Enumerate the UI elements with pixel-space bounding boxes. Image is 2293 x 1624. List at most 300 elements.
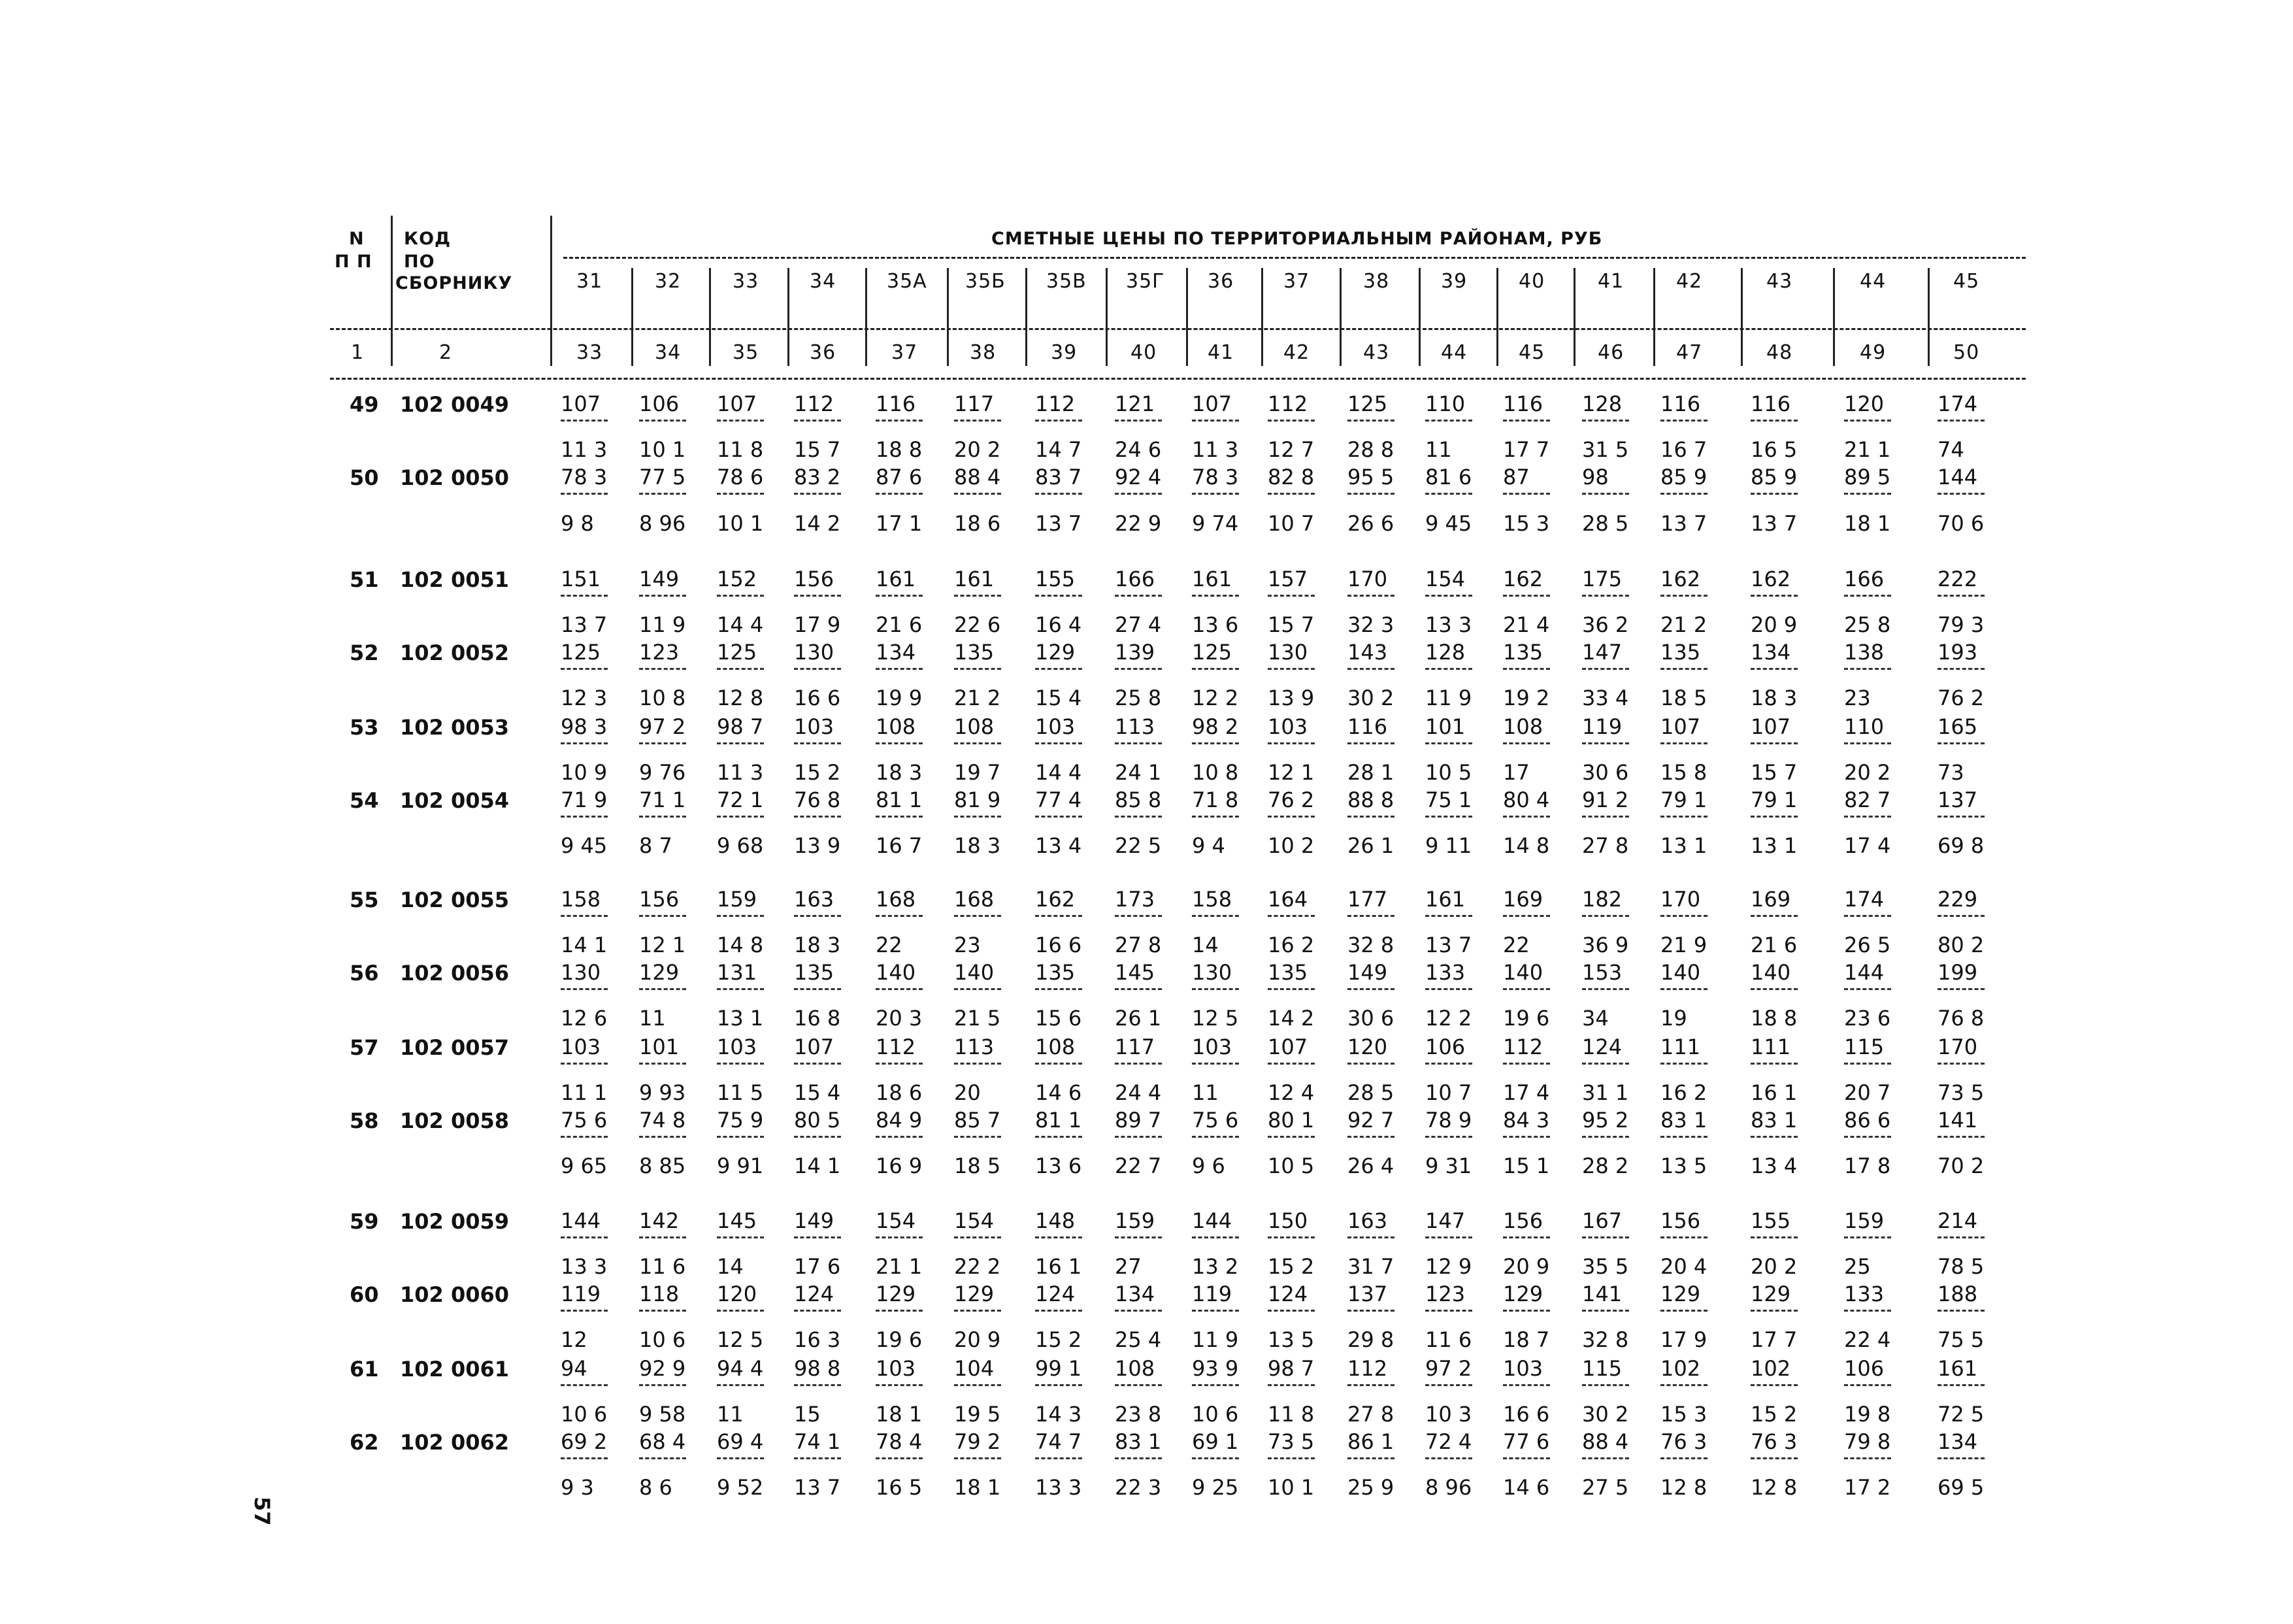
sub-price-cell: 18 3	[794, 933, 841, 957]
sub-price-cell: 13 3	[561, 1254, 608, 1279]
value-separator	[639, 1236, 686, 1238]
value-separator	[1660, 1136, 1707, 1138]
sub-price-cell: 20 3	[876, 1006, 923, 1031]
price-cell: 72 4	[1425, 1429, 1472, 1454]
sub-price-cell: 31 5	[1582, 437, 1629, 462]
sub-price-cell: 25 8	[1844, 612, 1891, 637]
sub-price-cell: 11 6	[1425, 1327, 1472, 1352]
sub-price-cell: 13 7	[561, 612, 608, 637]
sub-price-cell: 15 2	[794, 760, 841, 785]
sub-price-cell: 14	[717, 1254, 744, 1279]
district-label: 33	[733, 270, 759, 293]
price-cell: 88 4	[954, 465, 1001, 489]
value-separator	[876, 1384, 923, 1386]
price-cell: 162	[1503, 567, 1543, 591]
value-separator	[1347, 1457, 1394, 1459]
value-separator	[1115, 668, 1162, 670]
price-cell: 177	[1347, 887, 1388, 912]
sub-price-cell: 22	[876, 933, 902, 957]
value-separator	[639, 1136, 686, 1138]
price-cell: 104	[954, 1356, 995, 1381]
sub-price-cell: 12 2	[1192, 686, 1239, 710]
price-cell: 116	[1660, 391, 1701, 416]
row-code: 102 0049	[400, 392, 509, 417]
price-cell: 81 6	[1425, 465, 1472, 489]
district-label: 44	[1860, 270, 1887, 293]
price-cell: 222	[1938, 567, 1978, 591]
sub-price-cell: 20	[954, 1080, 981, 1105]
price-cell: 135	[1268, 960, 1308, 985]
value-separator	[1503, 493, 1550, 495]
sub-price-cell: 8 6	[639, 1475, 672, 1500]
price-cell: 140	[1660, 960, 1701, 985]
price-cell: 92 7	[1347, 1108, 1394, 1133]
sub-price-cell: 18 1	[876, 1402, 923, 1427]
value-separator	[1347, 595, 1394, 597]
value-separator	[1751, 1063, 1798, 1065]
column-number: 45	[1519, 341, 1545, 364]
price-cell: 154	[954, 1208, 995, 1233]
price-cell: 71 9	[561, 787, 608, 812]
sub-price-cell: 28 2	[1582, 1153, 1629, 1178]
sub-price-cell: 12	[561, 1327, 587, 1352]
district-label: 35Б	[965, 270, 1006, 293]
price-cell: 74 8	[639, 1108, 686, 1133]
price-cell: 83 7	[1035, 465, 1082, 489]
value-separator	[1938, 420, 1985, 422]
col-divider	[947, 268, 949, 366]
value-separator	[1425, 742, 1472, 744]
value-separator	[1582, 668, 1629, 670]
value-separator	[1751, 742, 1798, 744]
price-cell: 103	[561, 1035, 601, 1059]
sub-price-cell: 28 8	[1347, 437, 1394, 462]
value-separator	[561, 1136, 608, 1138]
value-separator	[1035, 1236, 1082, 1238]
value-separator	[876, 1457, 923, 1459]
col-divider	[1833, 268, 1835, 366]
price-cell: 129	[639, 960, 680, 985]
price-cell: 78 4	[876, 1429, 923, 1454]
value-separator	[1660, 1384, 1707, 1386]
sub-price-cell: 11 5	[717, 1080, 764, 1105]
price-cell: 123	[639, 640, 680, 665]
value-separator	[1503, 420, 1550, 422]
district-label: 41	[1598, 270, 1625, 293]
price-cell: 69 4	[717, 1429, 764, 1454]
price-cell: 149	[794, 1208, 834, 1233]
value-separator	[1751, 1136, 1798, 1138]
sub-price-cell: 9 45	[1425, 511, 1472, 536]
price-cell: 168	[876, 887, 916, 912]
row-number: 57	[350, 1035, 379, 1060]
value-separator	[1192, 1457, 1239, 1459]
sub-price-cell: 16 1	[1035, 1254, 1082, 1279]
np-header-line2: П П	[335, 252, 372, 272]
sub-price-cell: 16 3	[794, 1327, 841, 1352]
price-cell: 78 9	[1425, 1108, 1472, 1133]
sub-price-cell: 12 8	[1660, 1475, 1707, 1500]
value-separator	[1503, 595, 1550, 597]
sub-price-cell: 10 9	[561, 760, 608, 785]
sub-price-cell: 36 9	[1582, 933, 1629, 957]
sub-price-cell: 9 11	[1425, 833, 1472, 858]
value-separator	[639, 988, 686, 990]
price-cell: 103	[1035, 714, 1076, 739]
price-cell: 145	[1115, 960, 1155, 985]
price-cell: 159	[717, 887, 757, 912]
value-separator	[1268, 915, 1315, 917]
row-code: 102 0058	[400, 1108, 509, 1133]
price-cell: 161	[1938, 1356, 1978, 1381]
value-separator	[639, 668, 686, 670]
price-cell: 82 7	[1844, 787, 1891, 812]
row-number: 61	[350, 1357, 379, 1382]
page-number: 57	[250, 1497, 274, 1526]
price-cell: 125	[717, 640, 757, 665]
price-cell: 182	[1582, 887, 1623, 912]
sub-price-cell: 15 7	[1751, 760, 1798, 785]
sub-price-cell: 16 4	[1035, 612, 1082, 637]
col-divider	[865, 268, 867, 366]
sub-price-cell: 76 2	[1938, 686, 1985, 710]
price-cell: 79 8	[1844, 1429, 1891, 1454]
price-cell: 75 6	[561, 1108, 608, 1133]
sub-price-cell: 27 8	[1347, 1402, 1394, 1427]
price-cell: 149	[1347, 960, 1388, 985]
sub-price-cell: 13 7	[1425, 933, 1472, 957]
row-code: 102 0055	[400, 887, 509, 912]
price-cell: 71 8	[1192, 787, 1239, 812]
sub-price-cell: 9 4	[1192, 833, 1225, 858]
sub-price-cell: 11	[639, 1006, 666, 1031]
price-cell: 103	[1268, 714, 1308, 739]
sub-price-cell: 13 9	[794, 833, 841, 858]
sub-price-cell: 23 8	[1115, 1402, 1162, 1427]
price-cell: 141	[1582, 1282, 1623, 1306]
price-cell: 112	[1347, 1356, 1388, 1381]
value-separator	[1503, 988, 1550, 990]
sub-price-cell: 11 9	[1192, 1327, 1239, 1352]
district-label: 32	[655, 270, 682, 293]
price-cell: 111	[1751, 1035, 1791, 1059]
price-cell: 162	[1751, 567, 1791, 591]
value-separator	[1660, 668, 1707, 670]
price-cell: 103	[717, 1035, 757, 1059]
header-divider	[330, 378, 2026, 380]
price-cell: 97 2	[1425, 1356, 1472, 1381]
district-label: 45	[1953, 270, 1980, 293]
price-cell: 98	[1582, 465, 1609, 489]
price-cell: 99 1	[1035, 1356, 1082, 1381]
col-divider	[1340, 268, 1342, 366]
price-cell: 144	[1844, 960, 1885, 985]
sub-price-cell: 10 6	[1192, 1402, 1239, 1427]
price-cell: 129	[1660, 1282, 1701, 1306]
value-separator	[1192, 1136, 1239, 1138]
sub-price-cell: 24 6	[1115, 437, 1162, 462]
price-cell: 110	[1425, 391, 1466, 416]
row-code: 102 0053	[400, 715, 509, 740]
value-separator	[876, 1236, 923, 1238]
price-cell: 147	[1582, 640, 1623, 665]
sub-price-cell: 22 5	[1115, 833, 1162, 858]
price-cell: 116	[876, 391, 916, 416]
value-separator	[1115, 1384, 1162, 1386]
price-cell: 161	[954, 567, 995, 591]
price-cell: 80 1	[1268, 1108, 1315, 1133]
sub-price-cell: 13 7	[1035, 511, 1082, 536]
sub-price-cell: 21 2	[954, 686, 1001, 710]
value-separator	[561, 1384, 608, 1386]
price-cell: 77 4	[1035, 787, 1082, 812]
price-cell: 76 3	[1660, 1429, 1707, 1454]
sub-price-cell: 35 5	[1582, 1254, 1629, 1279]
price-cell: 166	[1844, 567, 1885, 591]
sub-price-cell: 8 7	[639, 833, 672, 858]
price-cell: 121	[1115, 391, 1155, 416]
sub-price-cell: 13 6	[1035, 1153, 1082, 1178]
price-cell: 164	[1268, 887, 1308, 912]
price-cell: 163	[1347, 1208, 1388, 1233]
value-separator	[954, 816, 1001, 818]
sub-price-cell: 16 2	[1268, 933, 1315, 957]
sub-price-cell: 16 6	[1035, 933, 1082, 957]
value-separator	[1503, 1384, 1550, 1386]
sub-price-cell: 11 9	[639, 612, 686, 637]
price-cell: 154	[876, 1208, 916, 1233]
price-cell: 169	[1503, 887, 1543, 912]
price-cell: 82 8	[1268, 465, 1315, 489]
value-separator	[954, 595, 1001, 597]
price-cell: 140	[1503, 960, 1543, 985]
value-separator	[876, 988, 923, 990]
sub-price-cell: 18 1	[954, 1475, 1001, 1500]
price-cell: 117	[954, 391, 995, 416]
column-number: 33	[576, 341, 603, 364]
value-separator	[1035, 595, 1082, 597]
value-separator	[1035, 1136, 1082, 1138]
sub-price-cell: 10 1	[639, 437, 686, 462]
price-cell: 137	[1938, 787, 1978, 812]
sub-price-cell: 76 8	[1938, 1006, 1985, 1031]
price-cell: 111	[1660, 1035, 1701, 1059]
price-cell: 124	[1582, 1035, 1623, 1059]
price-cell: 173	[1115, 887, 1155, 912]
sub-price-cell: 15 4	[794, 1080, 841, 1105]
value-separator	[1582, 988, 1629, 990]
header-divider	[563, 257, 2026, 259]
price-cell: 147	[1425, 1208, 1466, 1233]
sub-price-cell: 13 3	[1425, 612, 1472, 637]
price-cell: 84 9	[876, 1108, 923, 1133]
row-code: 102 0061	[400, 1357, 509, 1382]
price-cell: 107	[717, 391, 757, 416]
price-cell: 79 1	[1751, 787, 1798, 812]
sub-price-cell: 11	[1192, 1080, 1219, 1105]
value-separator	[561, 1236, 608, 1238]
price-cell: 124	[794, 1282, 834, 1306]
sub-price-cell: 16 9	[876, 1153, 923, 1178]
price-cell: 98 7	[717, 714, 764, 739]
value-separator	[1844, 493, 1891, 495]
price-cell: 193	[1938, 640, 1978, 665]
value-separator	[1115, 595, 1162, 597]
price-cell: 98 8	[794, 1356, 841, 1381]
sub-price-cell: 14 6	[1035, 1080, 1082, 1105]
value-separator	[1751, 1310, 1798, 1312]
sub-price-cell: 20 9	[1503, 1254, 1550, 1279]
value-separator	[1347, 668, 1394, 670]
sub-price-cell: 20 2	[954, 437, 1001, 462]
sub-price-cell: 13 1	[1660, 833, 1707, 858]
sub-price-cell: 18 5	[954, 1153, 1001, 1178]
value-separator	[954, 668, 1001, 670]
price-cell: 68 4	[639, 1429, 686, 1454]
value-separator	[1192, 816, 1239, 818]
col-divider	[1653, 268, 1655, 366]
value-separator	[1192, 1310, 1239, 1312]
value-separator	[794, 915, 841, 917]
price-cell: 107	[561, 391, 601, 416]
value-separator	[876, 420, 923, 422]
value-separator	[639, 742, 686, 744]
price-cell: 130	[561, 960, 601, 985]
sub-price-cell: 11 8	[717, 437, 764, 462]
value-separator	[717, 988, 764, 990]
price-cell: 103	[794, 714, 834, 739]
value-separator	[1268, 668, 1315, 670]
sub-price-cell: 12 8	[717, 686, 764, 710]
header-divider	[330, 328, 2026, 330]
value-separator	[794, 1384, 841, 1386]
value-separator	[1192, 742, 1239, 744]
value-separator	[1268, 1236, 1315, 1238]
column-number: 41	[1208, 341, 1234, 364]
sub-price-cell: 26 4	[1347, 1153, 1394, 1178]
sub-price-cell: 26 5	[1844, 933, 1891, 957]
row-code: 102 0054	[400, 788, 509, 813]
colnum-2: 2	[439, 341, 453, 364]
value-separator	[1751, 915, 1798, 917]
value-separator	[1844, 1310, 1891, 1312]
value-separator	[1115, 816, 1162, 818]
sub-price-cell: 17 8	[1844, 1153, 1891, 1178]
sub-price-cell: 18 7	[1503, 1327, 1550, 1352]
price-cell: 123	[1425, 1282, 1466, 1306]
sub-price-cell: 17 7	[1751, 1327, 1798, 1352]
row-number: 52	[350, 640, 379, 665]
value-separator	[561, 988, 608, 990]
value-separator	[954, 1457, 1001, 1459]
price-cell: 161	[876, 567, 916, 591]
value-separator	[1751, 595, 1798, 597]
row-number: 60	[350, 1282, 379, 1307]
sub-price-cell: 20 2	[1751, 1254, 1798, 1279]
price-cell: 153	[1582, 960, 1623, 985]
value-separator	[794, 595, 841, 597]
value-separator	[1425, 1236, 1472, 1238]
sub-price-cell: 31 7	[1347, 1254, 1394, 1279]
price-cell: 128	[1425, 640, 1466, 665]
value-separator	[1347, 915, 1394, 917]
sub-price-cell: 26 6	[1347, 511, 1394, 536]
price-cell: 163	[794, 887, 834, 912]
sub-price-cell: 8 96	[1425, 1475, 1472, 1500]
value-separator	[1115, 493, 1162, 495]
value-separator	[1192, 1236, 1239, 1238]
row-number: 51	[350, 567, 379, 592]
price-cell: 119	[561, 1282, 601, 1306]
sub-price-cell: 78 5	[1938, 1254, 1985, 1279]
value-separator	[1582, 493, 1629, 495]
price-cell: 78 6	[717, 465, 764, 489]
sub-price-cell: 14 2	[1268, 1006, 1315, 1031]
sub-price-cell: 29 8	[1347, 1327, 1394, 1352]
value-separator	[1844, 595, 1891, 597]
sub-price-cell: 70 2	[1938, 1153, 1985, 1178]
value-separator	[1938, 742, 1985, 744]
sub-price-cell: 22 4	[1844, 1327, 1891, 1352]
price-cell: 117	[1115, 1035, 1155, 1059]
sub-price-cell: 9 45	[561, 833, 608, 858]
price-cell: 140	[876, 960, 916, 985]
value-separator	[639, 816, 686, 818]
sub-price-cell: 17 9	[1660, 1327, 1707, 1352]
value-separator	[1347, 1063, 1394, 1065]
price-cell: 140	[1751, 960, 1791, 985]
sub-price-cell: 15 7	[794, 437, 841, 462]
sub-price-cell: 13 3	[1035, 1475, 1082, 1500]
sub-price-cell: 16 5	[876, 1475, 923, 1500]
price-cell: 107	[794, 1035, 834, 1059]
value-separator	[717, 1457, 764, 1459]
value-separator	[876, 1310, 923, 1312]
sub-price-cell: 8 96	[639, 511, 686, 536]
value-separator	[1751, 420, 1798, 422]
sub-price-cell: 27 5	[1582, 1475, 1629, 1500]
sub-price-cell: 30 6	[1582, 760, 1629, 785]
value-separator	[1751, 988, 1798, 990]
value-separator	[1115, 1457, 1162, 1459]
sub-price-cell: 21 1	[1844, 437, 1891, 462]
sub-price-cell: 21 9	[1660, 933, 1707, 957]
sub-price-cell: 73 5	[1938, 1080, 1985, 1105]
price-cell: 131	[717, 960, 757, 985]
price-cell: 75 9	[717, 1108, 764, 1133]
sub-price-cell: 15 8	[1660, 760, 1707, 785]
value-separator	[1582, 1136, 1629, 1138]
value-separator	[561, 1310, 608, 1312]
col-divider	[709, 268, 711, 366]
sub-price-cell: 27	[1115, 1254, 1142, 1279]
value-separator	[1268, 816, 1315, 818]
sub-price-cell: 11 3	[717, 760, 764, 785]
price-cell: 128	[1582, 391, 1623, 416]
price-cell: 113	[954, 1035, 995, 1059]
sub-price-cell: 20 9	[954, 1327, 1001, 1352]
value-separator	[876, 816, 923, 818]
price-cell: 103	[876, 1356, 916, 1381]
sub-price-cell: 15	[794, 1402, 821, 1427]
sub-price-cell: 17 1	[876, 511, 923, 536]
sub-price-cell: 10 6	[639, 1327, 686, 1352]
value-separator	[561, 668, 608, 670]
price-cell: 134	[1751, 640, 1791, 665]
sub-price-cell: 19 2	[1503, 686, 1550, 710]
sub-price-cell: 12 2	[1425, 1006, 1472, 1031]
value-separator	[1268, 493, 1315, 495]
